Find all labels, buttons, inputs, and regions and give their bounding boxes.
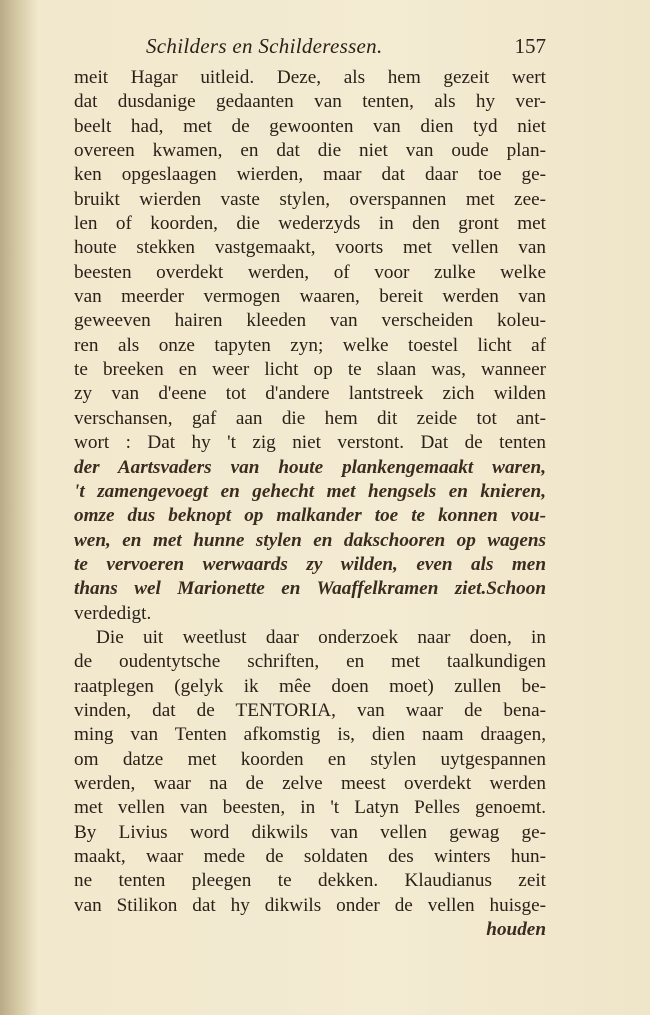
page-header	[74, 32, 546, 66]
text-line: ming van Tenten afkomstig is, dien naam draagen,	[74, 724, 546, 746]
text-line: van meerder vermogen waaren, bereit werden van	[74, 286, 546, 308]
text-line: overeen kwamen, en dat die niet van oude plan-	[74, 140, 546, 162]
text-line: len of koorden, die wederzyds in den gront met	[74, 213, 546, 235]
text-line: zy van d'eene tot d'andere lantstreek zich wilden	[74, 383, 546, 405]
page-number: 157	[514, 34, 546, 58]
text-line: van Stilikon dat hy dikwils onder de vellen huisge-	[74, 894, 546, 916]
text-line-italic: 't zamengevoegt en gehecht met hengsels en knieren,	[74, 480, 546, 502]
text-line: verschansen, gaf aan die hem dit zeide tot ant-	[74, 407, 546, 429]
text-line: te breeken en weer licht op te slaan was, wanneer	[74, 359, 546, 381]
text-block	[74, 32, 546, 942]
page-gutter	[0, 0, 38, 1015]
text-line: raatplegen (gelyk ik mêe doen moet) zullen be-	[74, 675, 546, 697]
text-line: geweeven hairen kleeden van verscheiden koleu-	[74, 310, 546, 332]
text-line-italic: omze dus beknopt op malkander toe te konnen vou-	[74, 505, 546, 527]
text-line: beesten overdekt werden, of voor zulke welke	[74, 261, 546, 283]
text-line: bruikt wierden vaste stylen, overspannen met zee-	[74, 188, 546, 210]
text-line: werden, waar na de zelve meest overdekt werden	[74, 772, 546, 794]
text-line: om datze met koorden en stylen uytgespannen	[74, 748, 546, 770]
text-line: vinden, dat de TENTORIA, van waar de bena-	[74, 699, 546, 721]
text-line: verdedigt.	[74, 602, 152, 624]
text-line-italic: thans wel Marionette en Waaffelkramen ziet.Schoon	[74, 578, 546, 600]
paragraph-first-line: Die uit weetlust daar onderzoek naar doen, in	[96, 626, 546, 648]
text-line: maakt, waar mede de soldaten des winters hun-	[74, 846, 546, 867]
text-line-italic: wen, en met hunne stylen en dakschooren op wagens	[74, 529, 546, 551]
text-line-italic: te vervoeren werwaards zy wilden, even als men	[74, 553, 546, 575]
text-line: de oudentytsche schriften, en met taalkundigen	[74, 651, 546, 673]
text-line: met vellen van beesten, in 't Latyn Pelles genoemt.	[74, 797, 546, 819]
text-line: wort : Dat hy 't zig niet verstont. Dat de tenten	[74, 432, 546, 454]
running-head: Schilders en Schilderessen.	[146, 34, 383, 58]
text-line: By Livius word dikwils van vellen gewag ge-	[74, 821, 546, 843]
text-line: ne tenten pleegen te dekken. Klaudianus zeit	[74, 870, 546, 892]
text-line: ren als onze tapyten zyn; welke toestel licht af	[74, 334, 546, 356]
text-line: ken opgeslaagen wierden, maar dat daar toe ge-	[74, 164, 546, 186]
text-line: meit Hagar uitleid. Deze, als hem gezeit wert	[74, 67, 546, 88]
catchword: houden	[486, 919, 546, 941]
text-line-italic: der Aartsvaders van houte plankengemaakt waren,	[74, 456, 546, 478]
text-line: houte stekken vastgemaakt, voorts met vellen van	[74, 237, 546, 259]
text-line: beelt had, met de gewoonten van dien tyd niet	[74, 115, 546, 137]
text-line: dat dusdanige gedaanten van tenten, als hy ver-	[74, 91, 546, 113]
